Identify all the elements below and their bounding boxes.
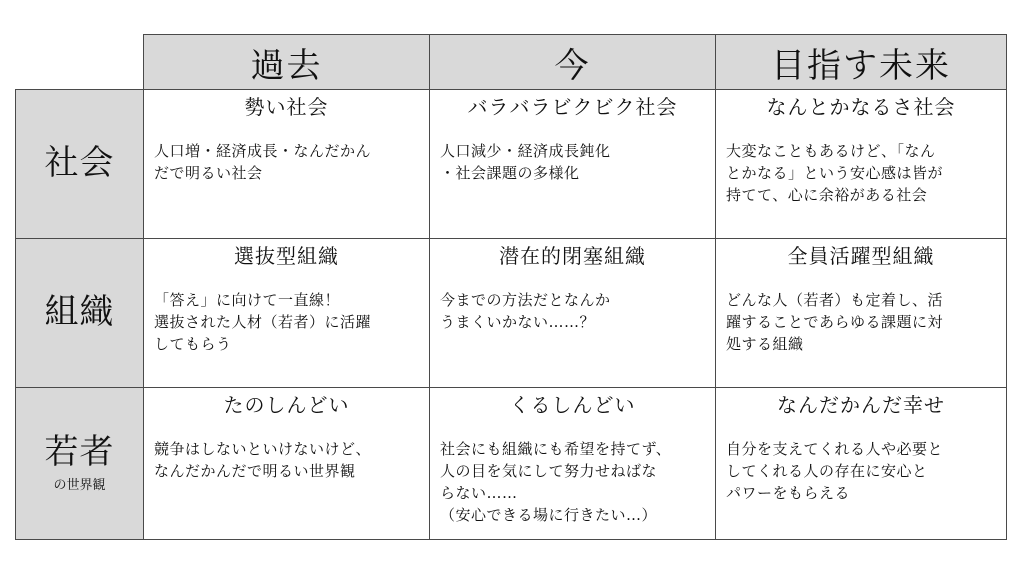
row-header-label: 若者 [44,431,115,472]
cell-title: 潜在的閉塞組織 [499,244,646,268]
cell-body: どんな人（若者）も定着し、活 躍することであらゆる課題に対 処する組織 [726,291,944,353]
cell-title: くるしんどい [509,393,636,417]
table-cell [715,89,1007,239]
cell-body: 社会にも組織にも希望を持てず、 人の目を気にして努力せねばな らない…… （安心できる場に行きたい…） [440,440,672,524]
table-cell [715,387,1007,540]
comparison-table [16,35,1007,540]
cell-title: 選抜型組織 [234,244,339,268]
row-header-youth [15,387,144,540]
cell-body: 自分を支えてくれる人や必要と してくれる人の存在に安心と パワーをもらえる [726,440,944,502]
cell-title: なんとかなるさ社会 [766,95,956,119]
cell-body: 今までの方法だとなんか うまくいかない……？ [440,291,611,331]
cell-title: バラバラビクビク社会 [467,95,678,119]
table-corner [15,34,144,90]
cell-body: 大変なこともあるけど、「なん とかなる」という安心感は皆が 持てて、心に余裕がある社会 [726,142,944,204]
cell-body: 「答え」に向けて一直線！ 選抜された人材（若者）に活躍 してもらう [154,291,372,353]
column-header-now: 今 [429,34,716,90]
row-header-label: 組織 [44,292,115,333]
table-cell [429,238,716,388]
cell-title: なんだかんだ幸せ [777,393,945,417]
cell-title: 勢い社会 [244,95,329,119]
row-header-society [15,89,144,239]
row-header-label: 社会 [44,143,115,184]
table-cell [143,89,430,239]
table-cell [143,387,430,540]
table-cell [429,89,716,239]
cell-body: 人口増・経済成長・なんだかん だで明るい社会 [154,142,372,182]
row-header-organization [15,238,144,388]
row-header-sublabel: の世界観 [53,478,106,494]
cell-body: 人口減少・経済成長鈍化 ・社会課題の多様化 [440,142,611,182]
table-cell [143,238,430,388]
cell-title: たのしんどい [223,393,350,417]
column-header-future: 目指す未来 [715,34,1007,90]
table-cell [429,387,716,540]
cell-title: 全員活躍型組織 [787,244,935,268]
table-cell [715,238,1007,388]
column-header-past: 過去 [143,34,430,90]
cell-body: 競争はしないといけないけど、 なんだかんだで明るい世界観 [154,440,372,480]
